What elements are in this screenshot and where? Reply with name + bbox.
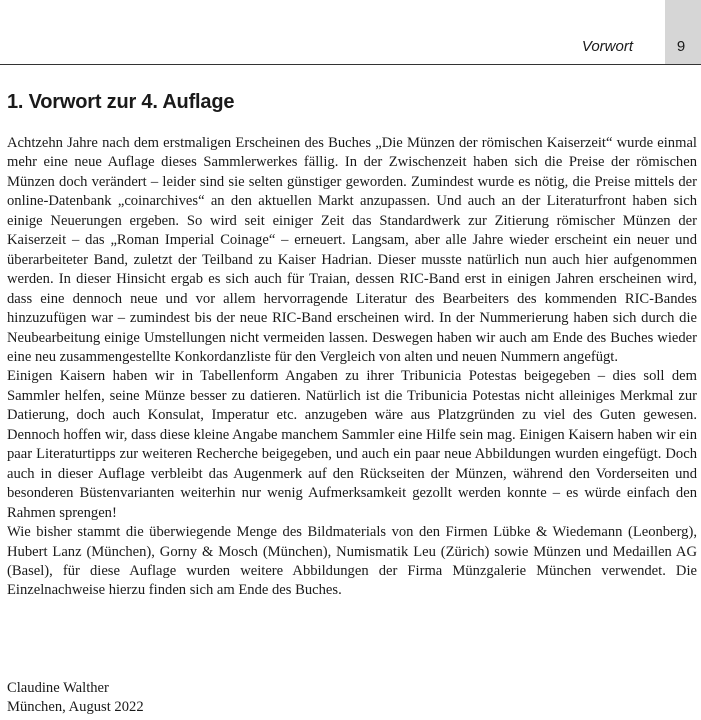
paragraph: Einigen Kaisern haben wir in Tabellenform Angaben zu ihrer Tribunicia Potestas beigegeben – dies soll dem Sammler helfen, seine Münze besser zu datieren. Natürlich ist die Tribunicia Potestas nicht alleiniges Merkmal zur Datierung, doch auch Konsulat, Imperatur etc. anzugeben wäre aus Platzgründen zu viel des Guten gewesen. Dennoch hoffen wir, dass diese kleine Angabe manchem Sammler eine Hilfe sein mag. Einigen Kaisern haben wir ein paar Literaturtipps zur weiteren Recherche beigegeben, und auch ein paar neue Abbildungen wurden eingefügt. Doch auch in dieser Auflage verbleibt das Augenmerk auf den Rückseiten der Münzen, während den Vorderseiten und besonderen Büstenvarianten weiterhin nur wenig Aufmerksamkeit gezollt werden konnte – es würde einfach den Rahmen sprengen! — [7, 368, 697, 521]
page-number: 9 — [676, 38, 686, 55]
chapter-title: 1. Vorwort zur 4. Auflage — [7, 91, 235, 113]
signature-block — [7, 679, 144, 718]
paragraph: Wie bisher stammt die überwiegende Menge des Bildmaterials von den Firmen Lübke & Wiedemann (Leonberg), Hubert Lanz (München), Gorny & Mosch (München), Numismatik Leu (Zürich) sowie Münzen und Medaillen AG (Basel), für diese Auflage wurden weitere Abbildungen der Firma Münzgalerie München verwendet. Die Einzelnachweise hierzu finden sich am Ende des Buches. — [7, 524, 697, 599]
body-text — [7, 134, 697, 601]
paragraph: Achtzehn Jahre nach dem erstmaligen Erscheinen des Buches „Die Münzen der römischen Kaiserzeit“ wurde einmal mehr eine neue Auflage dieses Sammlerwerkes fällig. In der Zwischenzeit haben sich die Preise der römischen Münzen doch verändert – leider sind sie selten günstiger geworden. Zumindest wurde es nötig, die Preise mittels der online-Datenbank „coinarchives“ an den aktuellen Markt anzupassen. Und auch an der Literaturfront haben sich einige Neuerungen ergeben. So wird seit einiger Zeit das Standardwerk zur Zitierung römischer Münzen der Kaiserzeit – das „Roman Imperial Coinage“ – erneuert. Langsam, aber alle Jahre wieder erscheint ein neuer und überarbeiteter Band, zuletzt der Teilband zu Kaiser Hadrian. Dieser musste natürlich nun auch hier aufgenommen werden. In dieser Hinsicht ergab es sich auch für Traian, dessen RIC-Band erst in einigen Jahren erscheinen wird, dass eine dennoch neue und vor allem hervorragende Literatur des Bearbeiters des kommenden RIC-Bandes hinzuzufügen war – zumindest bis der neue RIC-Band erscheinen wird. In der Nummerierung haben sich durch die Neubearbeitung einige Umstellungen nicht vermeiden lassen. Deswegen haben wir auch am Ende des Buches wieder eine neu zusammengestellte Konkordanzliste für den Vergleich von alten und neuen Nummern angefügt. — [7, 135, 697, 365]
page-header — [0, 0, 701, 65]
running-header-section: Vorwort — [581, 38, 633, 55]
header-divider — [0, 64, 701, 65]
place-date: München, August 2022 — [7, 699, 144, 716]
author-name: Claudine Walther — [7, 680, 109, 696]
